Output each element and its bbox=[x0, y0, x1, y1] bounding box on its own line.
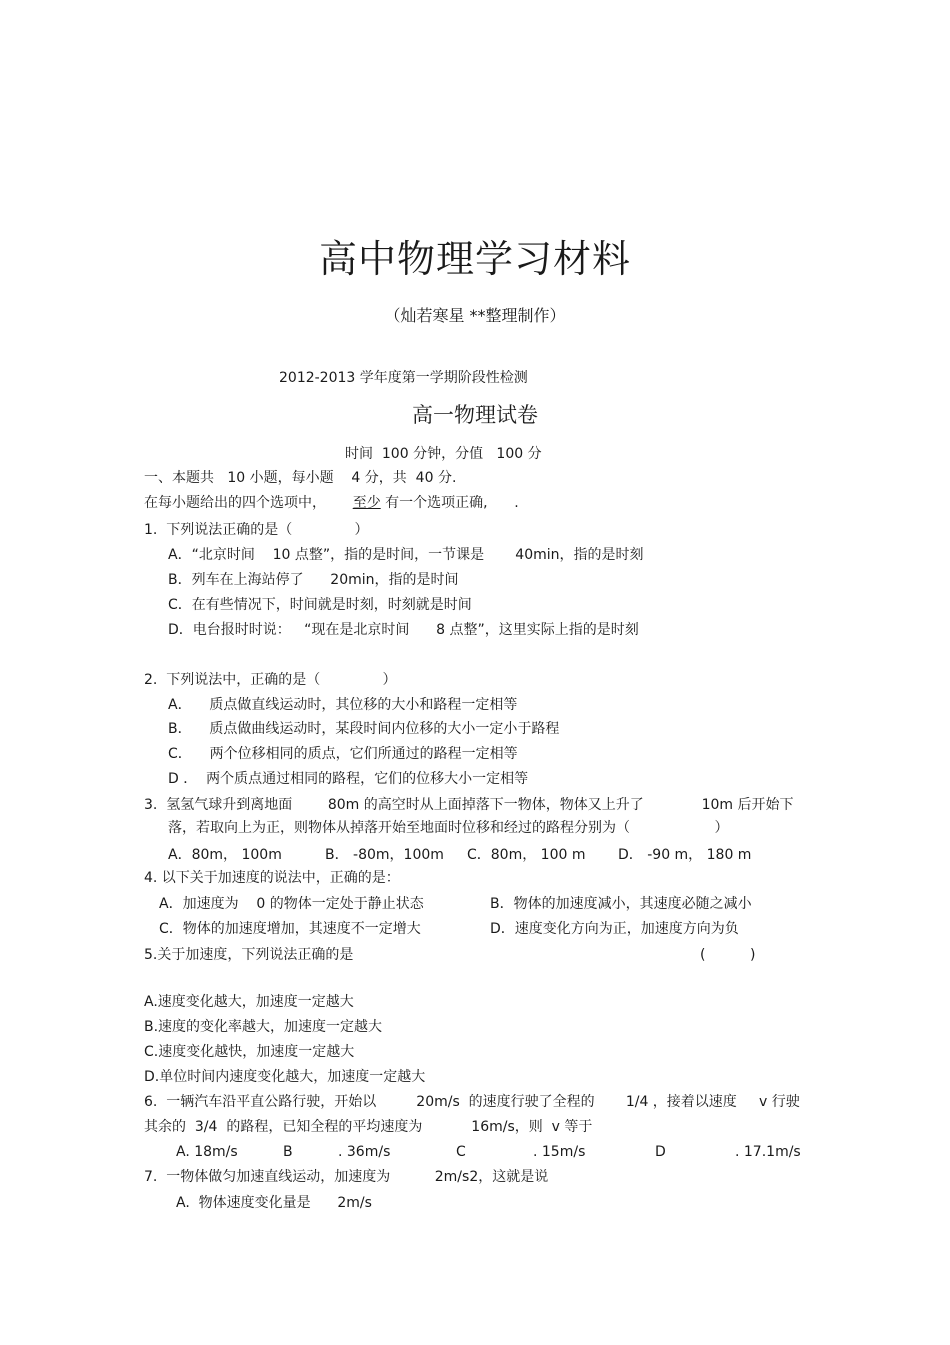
question-7-option-a: A. 物体速度变化量是 2m/s bbox=[176, 1195, 372, 1211]
question-3-option-d: D． -90 m， 180 m bbox=[618, 847, 752, 863]
page-subtitle: （灿若寒星 **整理制作） bbox=[384, 306, 566, 325]
question-4-option-c: C．物体的加速度增加，其速度不一定增大 bbox=[159, 921, 421, 937]
time-score-line: 时间 100 分钟，分值 100 分 bbox=[345, 446, 542, 462]
question-5-answer-paren: ( ) bbox=[700, 947, 756, 963]
exam-title: 高一物理试卷 bbox=[412, 403, 538, 427]
question-1-option-d: D．电台报时时说： “现在是北京时间 8 点整”，这里实际上指的是时刻 bbox=[168, 622, 639, 638]
question-3-option-a: A．80m， 100m bbox=[168, 847, 282, 863]
page-title: 高中物理学习材料 bbox=[318, 237, 631, 281]
question-3-stem-line-1: 3. 氢氢气球升到离地面 80m 的高空时从上面掉落下一物体，物体又上升了 10m 后开始下 bbox=[144, 797, 794, 813]
question-6-stem-line-1: 6. 一辆汽车沿平直公路行驶，开始以 20m/s 的速度行驶了全程的 1/4 ，接着以速度 v 行驶 bbox=[144, 1094, 800, 1110]
question-4-option-d: D．速度变化方向为正，加速度方向为负 bbox=[490, 921, 739, 937]
question-5-stem: 5.关于加速度，下列说法正确的是 bbox=[144, 947, 354, 963]
question-6-option-a: A. 18m/s bbox=[176, 1144, 238, 1160]
question-4-option-b: B．物体的加速度减小，其速度必随之减小 bbox=[490, 896, 752, 912]
question-4-option-a: A．加速度为 0 的物体一定处于静止状态 bbox=[159, 896, 424, 912]
question-1-stem: 1. 下列说法正确的是（ ） bbox=[144, 522, 369, 538]
question-2-option-b: B． 质点做曲线运动时，某段时间内位移的大小一定小于路程 bbox=[168, 721, 560, 737]
question-6-option-b-value: . 36m/s bbox=[338, 1144, 391, 1160]
question-2-option-a: A． 质点做直线运动时，其位移的大小和路程一定相等 bbox=[168, 697, 518, 713]
question-5-option-c: C.速度变化越快，加速度一定越大 bbox=[144, 1044, 355, 1060]
question-5-option-b: B.速度的变化率越大，加速度一定越大 bbox=[144, 1019, 383, 1035]
question-1-option-c: C．在有些情况下，时间就是时刻，时刻就是时间 bbox=[168, 597, 472, 613]
question-6-option-c-value: . 15m/s bbox=[533, 1144, 586, 1160]
question-2-stem: 2. 下列说法中，正确的是（ ） bbox=[144, 672, 397, 688]
question-6-option-d-letter: D bbox=[655, 1144, 666, 1160]
question-3-stem-line-2: 落，若取向上为正，则物体从掉落开始至地面时位移和经过的路程分别为（ ） bbox=[168, 820, 729, 836]
question-2-option-c: C． 两个位移相同的质点，它们所通过的路程一定相等 bbox=[168, 746, 518, 762]
question-6-stem-line-2: 其余的 3/4 的路程，已知全程的平均速度为 16m/s，则 v 等于 bbox=[144, 1119, 593, 1135]
section-heading: 一、本题共 10 小题，每小题 4 分，共 40 分. bbox=[144, 470, 457, 486]
question-4-stem: 4. 以下关于加速度的说法中，正确的是： bbox=[144, 870, 400, 886]
instruction-post: 有一个选项正确, . bbox=[380, 495, 519, 511]
question-6-option-c-letter: C bbox=[456, 1144, 466, 1160]
question-3-option-b: B． -80m，100m bbox=[325, 847, 444, 863]
instruction-emphasis: 至少 bbox=[352, 495, 381, 511]
question-1-option-a: A．“北京时间 10 点整”，指的是时间，一节课是 40min，指的是时刻 bbox=[168, 547, 644, 563]
instruction-pre: 在每小题给出的四个选项中， bbox=[144, 495, 353, 511]
question-5-option-a: A.速度变化越大，加速度一定越大 bbox=[144, 994, 354, 1010]
section-instruction bbox=[144, 494, 519, 512]
question-7-stem: 7. 一物体做匀加速直线运动，加速度为 2m/s2，这就是说 bbox=[144, 1169, 549, 1185]
question-2-option-d: D ． 两个质点通过相同的路程，它们的位移大小一定相等 bbox=[168, 771, 529, 787]
question-6-option-d-value: . 17.1m/s bbox=[735, 1144, 801, 1160]
question-1-option-b: B．列车在上海站停了 20min，指的是时间 bbox=[168, 572, 459, 588]
school-year-line: 2012-2013 学年度第一学期阶段性检测 bbox=[279, 370, 528, 386]
question-5-option-d: D.单位时间内速度变化越大，加速度一定越大 bbox=[144, 1069, 426, 1085]
question-6-option-b-letter: B bbox=[283, 1144, 293, 1160]
question-3-option-c: C．80m， 100 m bbox=[467, 847, 586, 863]
